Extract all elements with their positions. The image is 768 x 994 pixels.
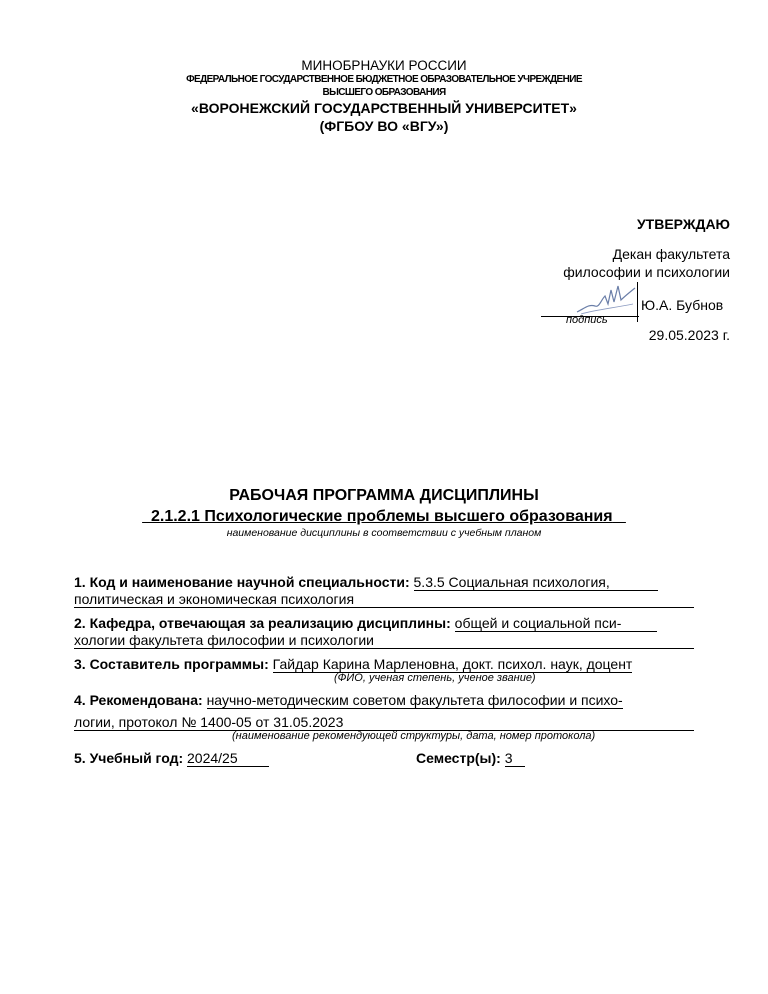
item-2-line1 bbox=[74, 615, 657, 632]
item-4-value-line1: научно-методическим советом факультета философии и психо- bbox=[206, 692, 623, 708]
item-1-value-line1: 5.3.5 Социальная психология, bbox=[414, 574, 658, 591]
item-1-line1 bbox=[74, 574, 658, 591]
semester-line bbox=[416, 750, 525, 767]
item-1-value-line2: политическая и экономическая психология bbox=[74, 591, 694, 608]
dean-position-line1: Декан факультета bbox=[612, 246, 730, 262]
item-4-label: 4. Рекомендована: bbox=[74, 692, 203, 708]
discipline-name bbox=[0, 508, 768, 526]
item-5-label: 5. Учебный год: bbox=[74, 750, 184, 766]
signer-name: Ю.А. Бубнов bbox=[641, 297, 724, 313]
semester-label: Семестр(ы): bbox=[416, 750, 501, 766]
ministry-name: МИНОБРНАУКИ РОССИИ bbox=[301, 58, 467, 73]
item-2-label: 2. Кафедра, отвечающая за реализацию дисциплины: bbox=[74, 615, 451, 631]
institution-type-line2: ВЫСШЕГО ОБРАЗОВАНИЯ bbox=[322, 87, 446, 98]
item-2-line2 bbox=[74, 632, 694, 649]
discipline-name-text bbox=[142, 508, 626, 525]
item-1-line2 bbox=[74, 591, 694, 608]
item-5-line bbox=[74, 750, 269, 767]
signature-hint: подпись bbox=[566, 314, 608, 326]
signature-divider bbox=[637, 282, 638, 322]
item-2-value-line1: общей и социальной пси- bbox=[455, 615, 657, 632]
university-abbr: (ФГБОУ ВО «ВГУ») bbox=[319, 118, 449, 134]
item-3-hint: (ФИО, ученая степень, ученое звание) bbox=[334, 672, 536, 684]
handwritten-signature bbox=[575, 278, 637, 316]
item-3-label: 3. Составитель программы: bbox=[74, 656, 269, 672]
program-title: РАБОЧАЯ ПРОГРАММА ДИСЦИПЛИНЫ bbox=[229, 487, 539, 504]
item-2-value-line2: хологии факультета философии и психологии bbox=[74, 632, 694, 649]
item-5-value: 2024/25 bbox=[187, 750, 269, 767]
approval-heading: УТВЕРЖДАЮ bbox=[636, 216, 730, 232]
discipline-hint: наименование дисциплины в соответствии с учебным планом bbox=[226, 527, 542, 539]
semester-value: 3 bbox=[505, 750, 525, 767]
item-4-hint: (наименование рекомендующей структуры, дата, номер протокола) bbox=[232, 730, 596, 742]
approval-date: 29.05.2023 г. bbox=[648, 327, 730, 343]
item-4-line2 bbox=[74, 714, 694, 731]
item-4-line1 bbox=[74, 692, 623, 709]
institution-type-line1: ФЕДЕРАЛЬНОЕ ГОСУДАРСТВЕННОЕ БЮДЖЕТНОЕ ОБРАЗОВАТЕЛЬНОЕ УЧРЕЖДЕНИЕ bbox=[186, 74, 582, 85]
item-4-value-line2: логии, протокол № 1400-05 от 31.05.2023 bbox=[74, 714, 694, 731]
item-3-line bbox=[74, 656, 632, 673]
item-3-value: Гайдар Карина Марленовна, докт. психол. наук, доцент bbox=[272, 656, 633, 672]
item-1-label: 1. Код и наименование научной специальности: bbox=[74, 574, 410, 590]
dean-position-line2: философии и психологии bbox=[563, 264, 730, 280]
university-name: «ВОРОНЕЖСКИЙ ГОСУДАРСТВЕННЫЙ УНИВЕРСИТЕТ» bbox=[191, 100, 577, 116]
discipline-name-value: 2.1.2.1 Психологические проблемы высшего образования bbox=[150, 508, 613, 525]
